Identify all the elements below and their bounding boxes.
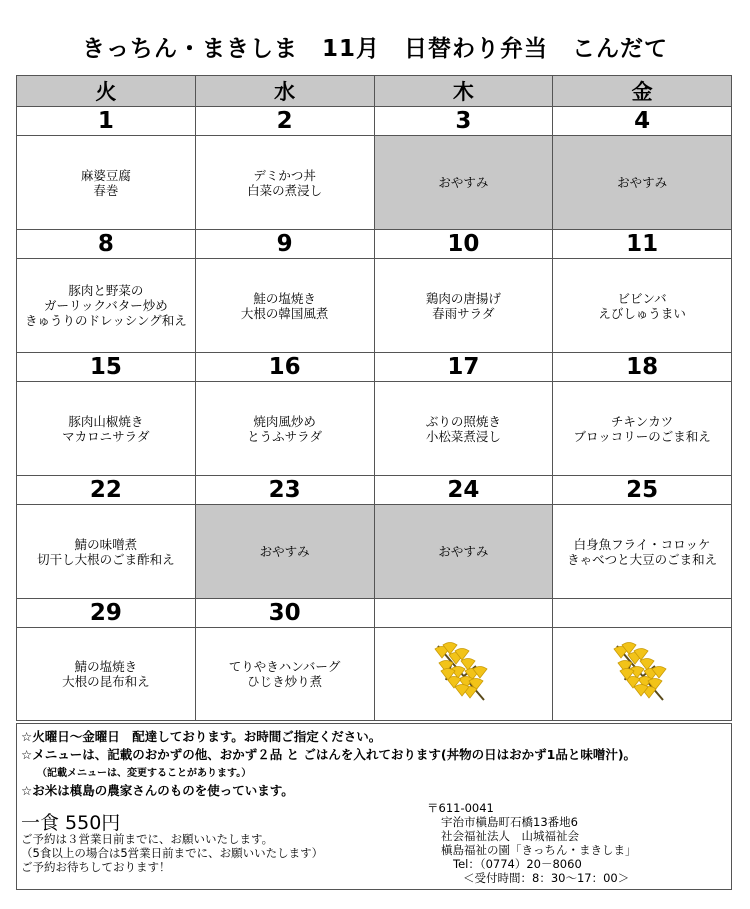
menu-item: 鯖の味噌煮 [74,536,138,552]
reservation-info [21,832,323,874]
menu-item: 春雨サラダ [432,305,495,321]
date-cell: 2 [195,107,374,136]
menu-cell [17,628,196,721]
closed-label: おやすみ [259,544,310,559]
menu-item: 春巻 [93,182,119,198]
menu-item: 焼肉風炒め [253,413,316,429]
menu-item: 大根の韓国風煮 [240,305,329,321]
menu-item: 切干し大根のごま酢和え [37,551,175,567]
closed-label: おやすみ [438,175,489,190]
menu-item: ひじき炒り煮 [247,674,323,689]
menu-item: ビビンバ [617,290,667,306]
menu-item: とうふサラダ [247,428,323,444]
date-cell: 16 [195,353,374,382]
menu-row [17,136,732,230]
menu-note: ☆メニューは、記載のおかずの他、おかず２品 と ごはんを入れております(丼物の日はおかず1品と味噌汁)。 [21,747,637,762]
menu-item: 麻婆豆腐 [80,167,131,183]
business-hours: ＜受付時間：8：30～17：00＞ [463,871,630,885]
menu-cell [195,628,374,721]
closed-day-cell [195,505,374,599]
menu-item: えびしゅうまい [598,305,686,321]
closed-day-cell [553,136,732,230]
menu-change-note: （記載メニューは、変更することがあります。） [37,768,252,779]
menu-row [17,382,732,476]
menu-item: てりやきハンバーグ [228,659,341,674]
ginkgo-leaves-icon [432,640,494,706]
menu-row [17,259,732,353]
menu-item: 豚肉と野菜の [68,283,144,298]
date-cell: 1 [17,107,196,136]
menu-cell [17,259,196,353]
reservation-line: ご予約は３営業日前までに、お願いいたします。 [21,832,274,846]
date-cell [374,599,553,628]
menu-cell [195,259,374,353]
date-cell: 24 [374,476,553,505]
price: 一食 550円 [21,812,121,834]
menu-cell [553,382,732,476]
menu-cell [374,628,553,721]
menu-cell [553,259,732,353]
menu-cell [195,382,374,476]
menu-row [17,505,732,599]
weekday-wed: 水 [195,76,374,107]
reservation-line: （5食以上の場合は5営業日前までに、お願いいたします） [21,846,324,860]
menu-item: 白身魚フライ・コロッケ [573,536,711,552]
date-row [17,230,732,259]
postal-code: 〒611-0041 [427,801,494,815]
date-cell [553,599,732,628]
menu-item: 鮭の塩焼き [253,290,316,306]
menu-calendar [16,75,732,721]
reservation-line: ご予約お待ちしております！ [21,860,171,874]
contact-address [427,801,637,885]
date-cell: 17 [374,353,553,382]
weekday-thu: 木 [374,76,553,107]
menu-item: 小松菜煮浸し [425,428,501,444]
menu-item: ガーリックバター炒め [43,298,168,313]
date-cell: 3 [374,107,553,136]
menu-item: ブロッコリーのごま和え [573,428,711,444]
page-title: きっちん・まきしま 11月 日替わり弁当 こんだて [81,36,668,62]
date-row [17,353,732,382]
date-cell: 29 [17,599,196,628]
menu-item: 大根の昆布和え [62,674,150,689]
menu-item: 鯖の塩焼き [74,659,138,674]
menu-item: きゅうりのドレッシング和え [24,313,187,328]
date-row [17,476,732,505]
delivery-note: ☆火曜日～金曜日 配達しております。お時間ご指定ください。 [21,729,382,744]
closed-label: おやすみ [617,175,668,190]
phone-number: Tel：（0774）20－8060 [453,857,582,871]
rice-note: ☆お米は槙島の農家さんのものを使っています。 [21,783,294,798]
menu-cell [553,628,732,721]
menu-item: きゃべつと大豆のごま和え [567,551,718,567]
date-row [17,107,732,136]
address-line: 宇治市槇島町石橋13番地6 [441,815,578,829]
date-cell: 23 [195,476,374,505]
organization: 社会福祉法人 山城福祉会 [441,829,579,843]
menu-item: 白菜の煮浸し [247,182,323,198]
weekday-fri: 金 [553,76,732,107]
menu-item: ぶりの照焼き [425,413,501,429]
closed-label: おやすみ [438,544,489,559]
menu-item: 豚肉山椒焼き [68,413,144,429]
menu-cell [374,382,553,476]
date-cell: 11 [553,230,732,259]
menu-row [17,628,732,721]
date-row [17,599,732,628]
date-cell: 30 [195,599,374,628]
date-cell: 18 [553,353,732,382]
closed-day-cell [374,136,553,230]
menu-cell [17,505,196,599]
menu-cell [195,136,374,230]
menu-item: チキンカツ [610,413,674,429]
weekday-tue: 火 [17,76,196,107]
weekday-header-row [17,76,732,107]
ginkgo-leaves-icon [611,640,673,706]
date-cell: 15 [17,353,196,382]
facility-name: 槇島福祉の園「きっちん・まきしま」 [441,843,637,857]
date-cell: 25 [553,476,732,505]
menu-item: 鶏肉の唐揚げ [425,290,501,306]
date-cell: 10 [374,230,553,259]
menu-cell [17,136,196,230]
menu-cell [553,505,732,599]
notes-box [16,723,732,890]
date-cell: 9 [195,230,374,259]
date-cell: 4 [553,107,732,136]
date-cell: 8 [17,230,196,259]
menu-item: デミかつ丼 [253,167,316,183]
menu-cell [374,259,553,353]
menu-item: マカロニサラダ [62,428,150,444]
menu-cell [17,382,196,476]
closed-day-cell [374,505,553,599]
date-cell: 22 [17,476,196,505]
